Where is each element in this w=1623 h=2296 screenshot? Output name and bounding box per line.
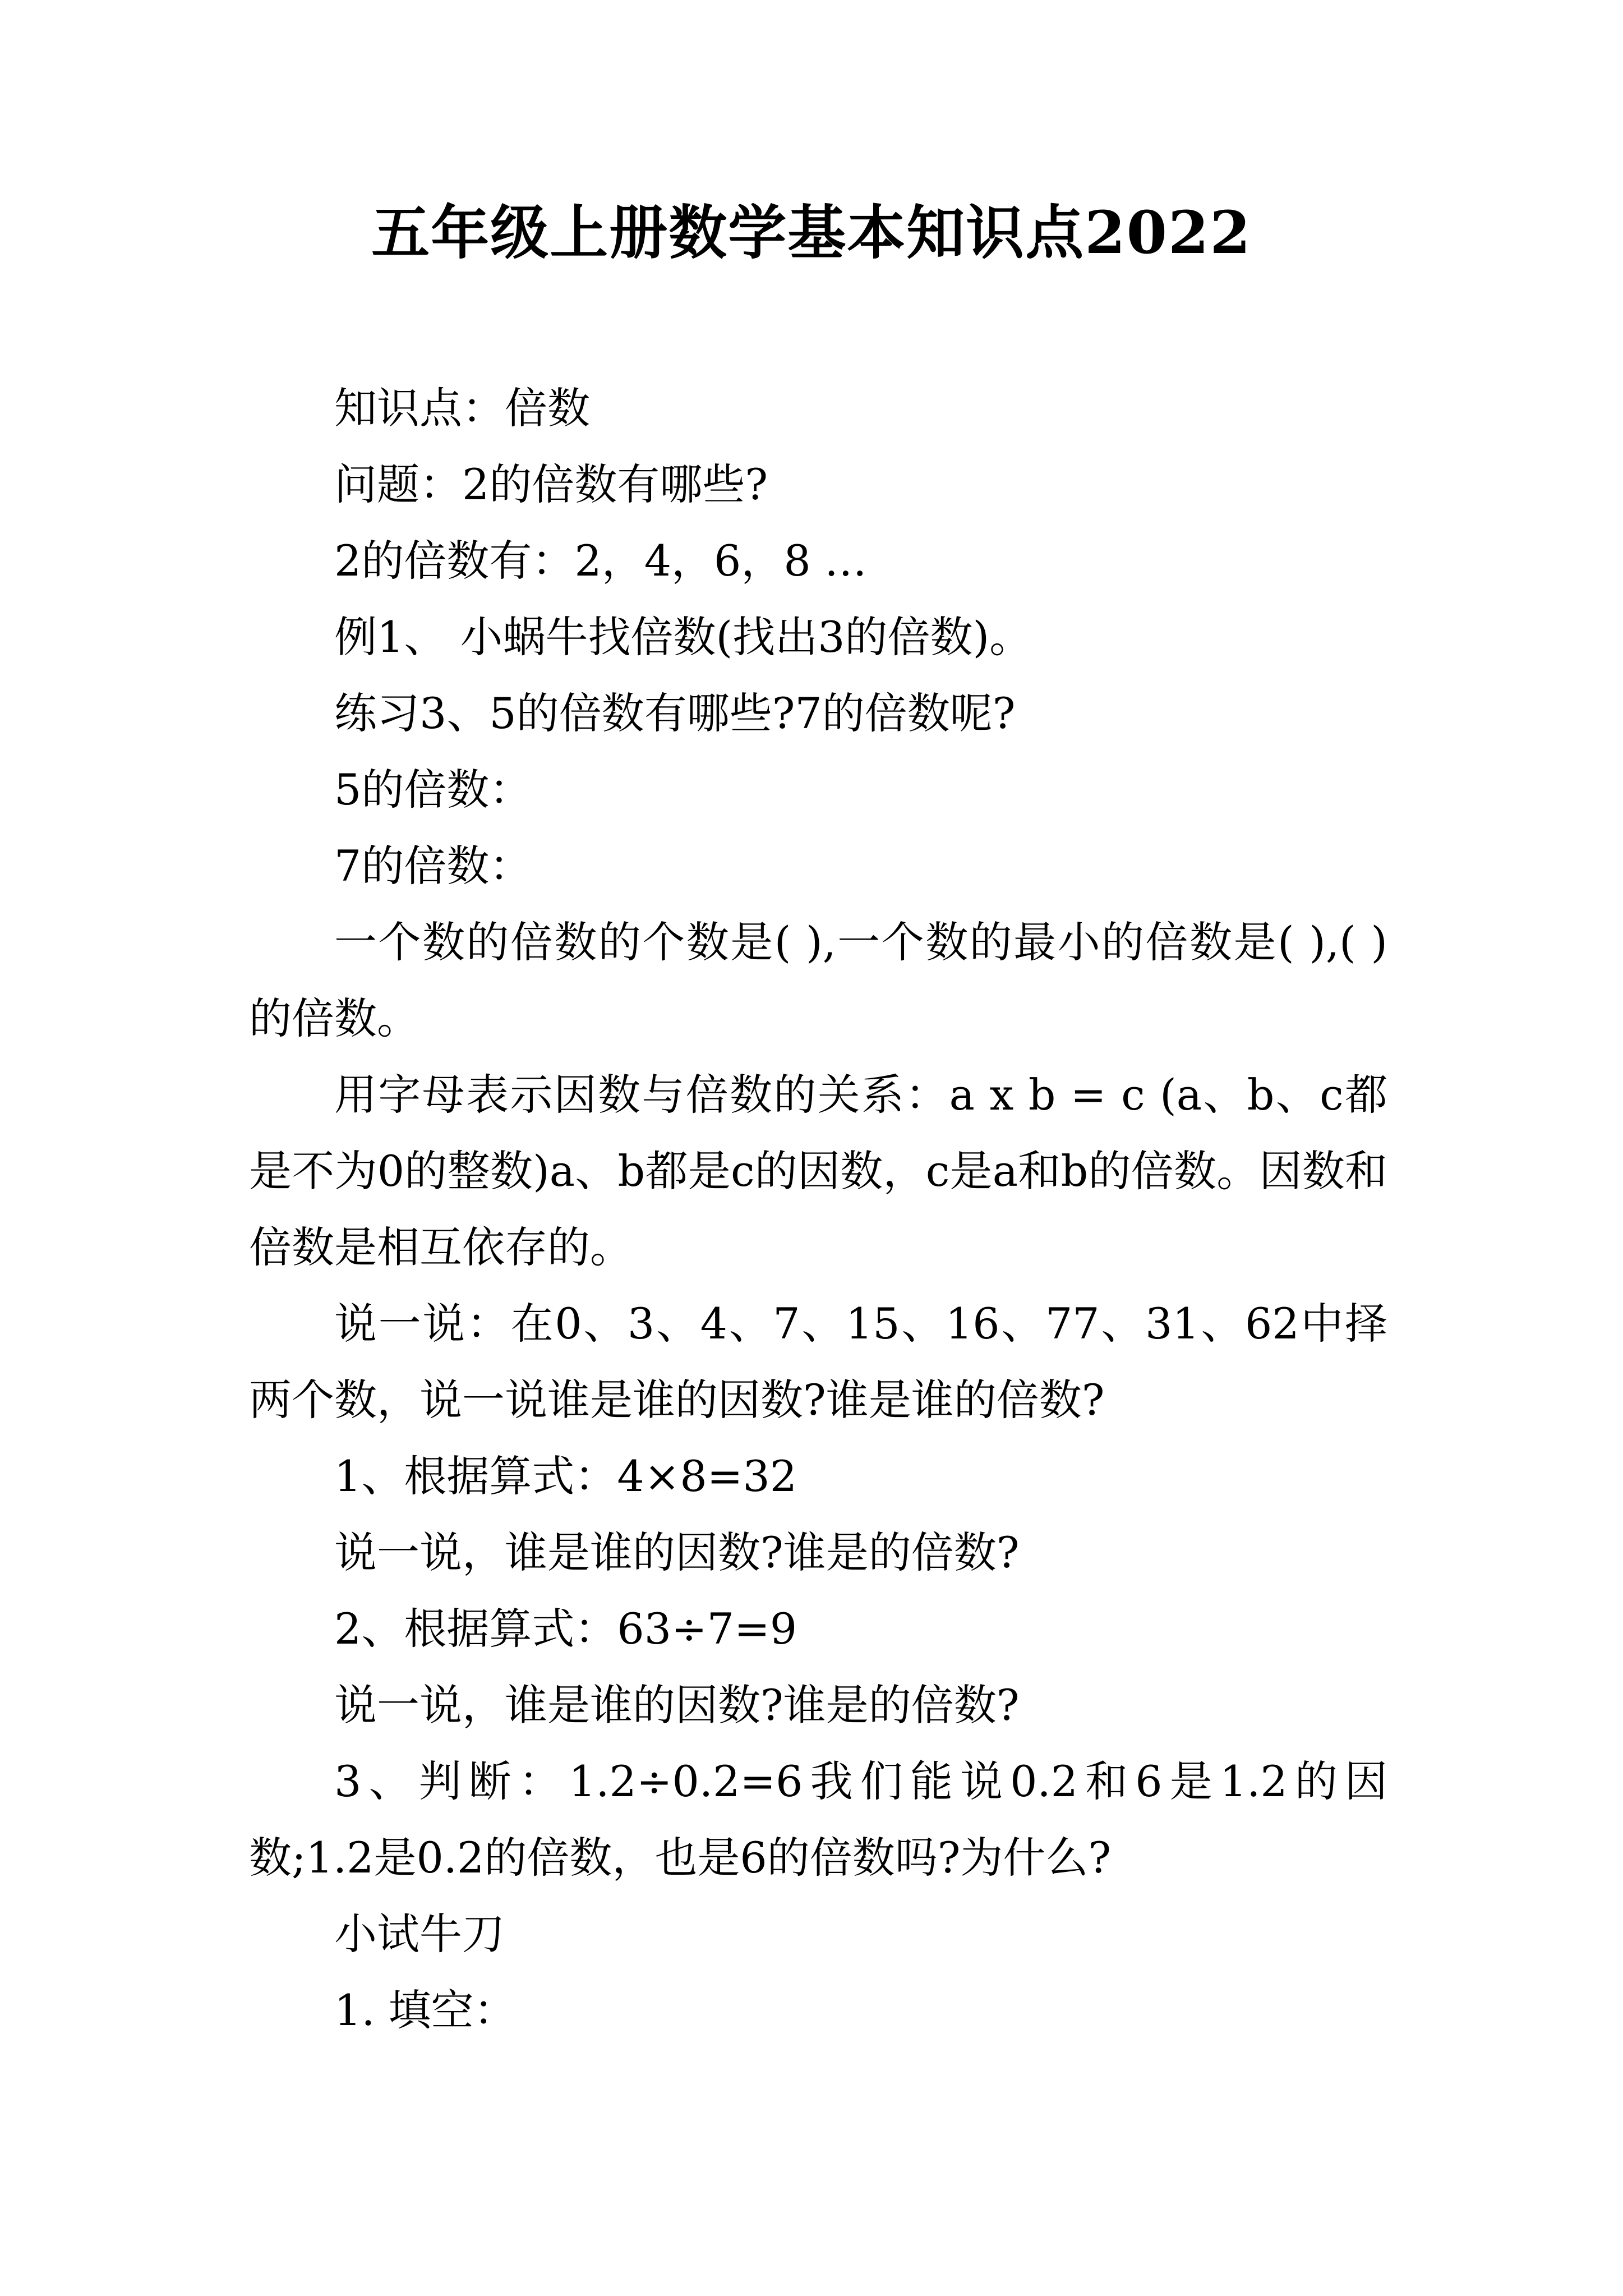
paragraph-say-it-2: 说一说，谁是谁的因数?谁是的倍数? xyxy=(334,1680,1020,1730)
paragraph-multiples-of-2: 2的倍数有：2，4，6，8 … xyxy=(334,536,867,586)
paragraph-formula-2: 2、根据算式：63÷7=9 xyxy=(334,1604,797,1654)
paragraph-judgement: 3、判断：1.2÷0.2=6我们能说0.2和6是1.2的因数;1.2是0.2的倍数，也是6的倍数吗?为什么? xyxy=(249,1756,1387,1883)
paragraph-multiple-count: 一个数的倍数的个数是( ),一个数的最小的倍数是( ),( )的倍数。 xyxy=(249,917,1387,1043)
paragraph-say-it: 说一说：在0、3、4、7、15、16、77、31、62中择两个数，说一说谁是谁的因数?谁是谁的倍数? xyxy=(249,1299,1387,1425)
document-body xyxy=(249,370,1387,2049)
paragraph-multiples-of-7: 7的倍数： xyxy=(334,841,532,891)
paragraph-say-it-1: 说一说，谁是谁的因数?谁是的倍数? xyxy=(334,1527,1020,1577)
paragraph-multiples-of-5: 5的倍数： xyxy=(334,765,532,815)
paragraph-knowledge-point: 知识点：倍数 xyxy=(334,383,590,433)
paragraph-practice-3: 练习3、5的倍数有哪些?7的倍数呢? xyxy=(334,688,1016,738)
paragraph-example-1: 例1、 小蜗牛找倍数(找出3的倍数)。 xyxy=(334,612,1032,662)
paragraph-factor-multiple-relation: 用字母表示因数与倍数的关系：a x b = c (a、b、c都是不为0的整数)a、b都是c的因数，c是a和b的倍数。因数和倍数是相互依存的。 xyxy=(249,1070,1387,1272)
paragraph-question: 问题：2的倍数有哪些? xyxy=(334,459,768,509)
paragraph-practice-heading: 小试牛刀 xyxy=(334,1909,505,1959)
paragraph-formula-1: 1、根据算式：4×8=32 xyxy=(334,1451,797,1501)
paragraph-fill-in-blank: 1. 填空： xyxy=(334,1985,517,2035)
document-title: 五年级上册数学基本知识点2022 xyxy=(371,198,1252,267)
